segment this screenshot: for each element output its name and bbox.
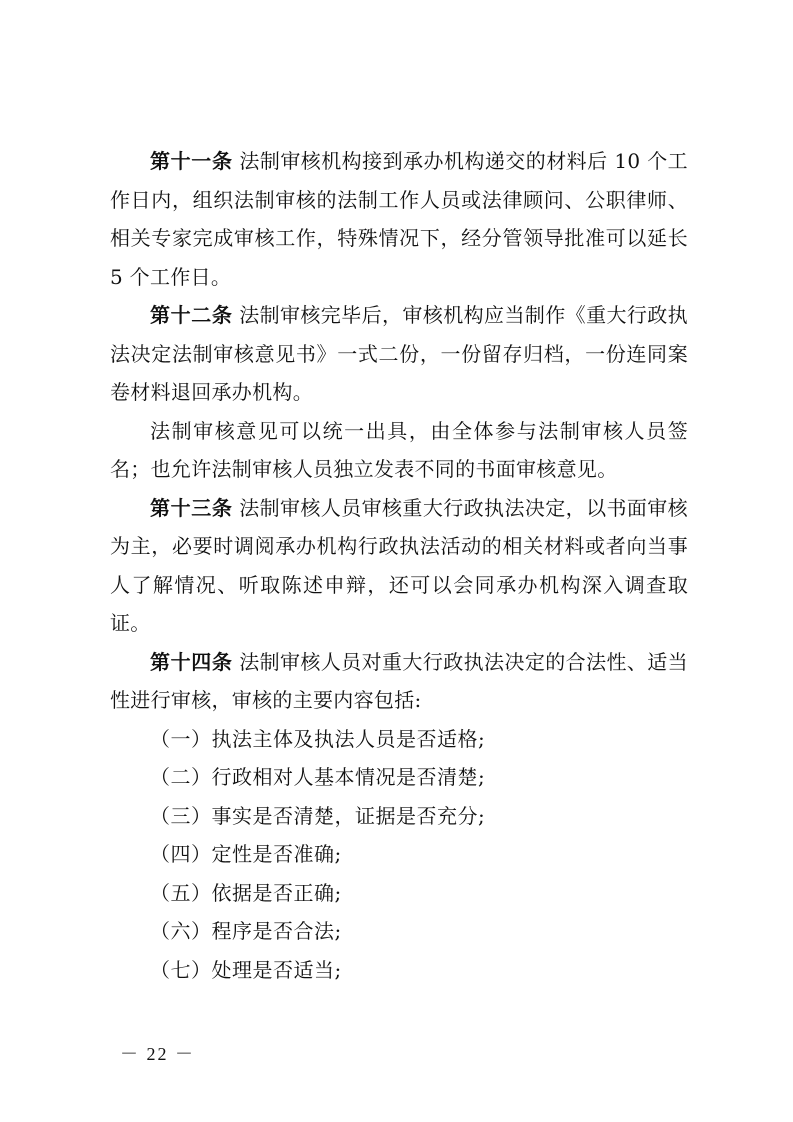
review-item-6: （六）程序是否合法; bbox=[150, 919, 342, 943]
article-11-text: 法制审核机构接到承办机构递交的材料后 10 个工作日内，组织法制审核的法制工作人员或法律顾问、公职律师、相关专家完成审核工作，特殊情况下，经分管领导批准可以延长 5 个工作日。 bbox=[110, 149, 688, 289]
review-item-4: （四）定性是否准确; bbox=[150, 842, 342, 866]
page-number: － 22 － bbox=[120, 1044, 195, 1064]
review-item-3: （三）事实是否清楚，证据是否充分; bbox=[150, 803, 486, 828]
article-12-extra-paragraph: 法制审核意见可以统一出具，由全体参与法制审核人员签名；也允许法制审核人员独立发表不同的书面审核意见。 bbox=[110, 418, 688, 481]
article-13-text: 法制审核人员审核重大行政执法决定，以书面审核为主，必要时调阅承办机构行政执法活动的相关材料或者向当事人了解情况、听取陈述申辩，还可以会同承办机构深入调查取证。 bbox=[110, 495, 688, 635]
article-14-label: 第十四条 bbox=[150, 649, 233, 674]
article-12-paragraph bbox=[110, 296, 688, 412]
article-12-text: 法制审核完毕后，审核机构应当制作《重大行政执法决定法制审核意见书》一式二份，一份留存归档，一份连同案卷材料退回承办机构。 bbox=[110, 303, 688, 404]
article-11-paragraph bbox=[110, 142, 688, 296]
article-14-text: 法制审核人员对重大行政执法决定的合法性、适当性进行审核，审核的主要内容包括: bbox=[110, 649, 688, 712]
review-item-2: （二）行政相对人基本情况是否清楚; bbox=[150, 765, 486, 789]
article-12-label: 第十二条 bbox=[150, 303, 233, 327]
article-13-paragraph bbox=[110, 489, 688, 643]
review-item-1: （一）执法主体及执法人员是否适格; bbox=[150, 726, 486, 751]
review-item-7: （七）处理是否适当; bbox=[150, 957, 342, 982]
document-body bbox=[110, 142, 688, 989]
article-11-label: 第十一条 bbox=[150, 149, 233, 173]
article-14-paragraph bbox=[110, 643, 688, 720]
review-item-5: （五）依据是否正确; bbox=[150, 880, 342, 905]
article-13-label: 第十三条 bbox=[150, 495, 233, 520]
